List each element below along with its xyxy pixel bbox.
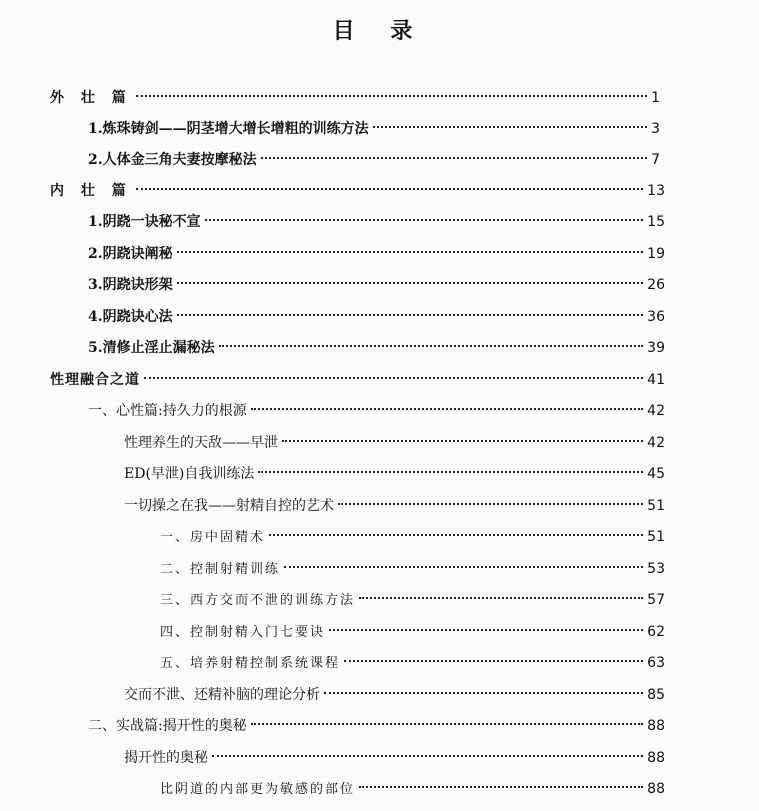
toc-page-number: 7 bbox=[651, 152, 660, 168]
toc-entry bbox=[124, 683, 665, 707]
dot-leader bbox=[136, 95, 647, 97]
toc-page-number: 45 bbox=[647, 466, 665, 482]
toc-page-number: 62 bbox=[647, 624, 665, 640]
toc-entry-label: 比阴道的内部更为敏感的部位 bbox=[160, 782, 356, 797]
toc-entry-label: ED(早泄)自我训练法 bbox=[124, 466, 255, 482]
dot-leader bbox=[136, 188, 643, 190]
toc-entry-label: 外 壮 篇 bbox=[50, 90, 132, 106]
toc-entry-label: 3.阴跷诀形架 bbox=[88, 277, 173, 293]
toc-entry bbox=[88, 399, 665, 423]
toc-entry-label: 二、控制射精训练 bbox=[160, 562, 281, 577]
toc-entry bbox=[88, 273, 665, 297]
dot-leader bbox=[269, 534, 643, 536]
dot-leader bbox=[261, 157, 647, 159]
dot-leader bbox=[338, 503, 643, 505]
toc-entry bbox=[50, 368, 665, 392]
toc-entry bbox=[88, 148, 660, 172]
toc-entry bbox=[124, 746, 665, 770]
toc-entry bbox=[88, 210, 665, 234]
toc-page-number: 53 bbox=[647, 561, 665, 577]
dot-leader bbox=[177, 282, 644, 284]
toc-entry bbox=[160, 620, 665, 644]
toc-entry bbox=[88, 336, 665, 360]
dot-leader bbox=[258, 471, 643, 473]
dot-leader bbox=[212, 755, 643, 757]
toc-page-number: 1 bbox=[651, 90, 660, 106]
toc-entry-label: 四、控制射精入门七要诀 bbox=[160, 625, 326, 640]
toc-entry bbox=[50, 179, 665, 203]
toc-page-number: 42 bbox=[647, 435, 665, 451]
toc-entry bbox=[88, 305, 665, 329]
dot-leader bbox=[373, 126, 647, 128]
toc-entry bbox=[88, 117, 660, 141]
toc-entry-label: 4.阴跷诀心法 bbox=[88, 309, 173, 325]
toc-entry-label: 揭开性的奥秘 bbox=[124, 750, 208, 766]
dot-leader bbox=[205, 219, 644, 221]
toc-entry bbox=[88, 714, 665, 738]
toc-entry bbox=[160, 557, 665, 581]
toc-page-number: 88 bbox=[647, 750, 665, 766]
dot-leader bbox=[324, 692, 643, 694]
toc-entry-label: 2.阴跷诀阐秘 bbox=[88, 246, 173, 262]
toc-entry-label: 二、实战篇:揭开性的奥秘 bbox=[88, 718, 247, 734]
toc-page-number: 3 bbox=[651, 121, 660, 137]
toc-page-number: 51 bbox=[647, 498, 665, 514]
toc-page-number: 88 bbox=[647, 718, 665, 734]
toc-page-number: 39 bbox=[647, 340, 665, 356]
dot-leader bbox=[329, 629, 643, 631]
toc-page-number: 13 bbox=[647, 183, 665, 199]
dot-leader bbox=[177, 251, 644, 253]
toc-page-number: 63 bbox=[647, 655, 665, 671]
toc-page-number: 15 bbox=[647, 214, 665, 230]
toc-entry-label: 三、西方交而不泄的训练方法 bbox=[160, 593, 356, 608]
toc-entry-label: 交而不泄、还精补脑的理论分析 bbox=[124, 687, 320, 703]
toc-entry-label: 一、房中固精术 bbox=[160, 530, 266, 545]
toc-entry bbox=[124, 462, 665, 486]
dot-leader bbox=[251, 723, 643, 725]
toc-page-number: 42 bbox=[647, 403, 665, 419]
toc-entry bbox=[124, 494, 665, 518]
dot-leader bbox=[344, 660, 643, 662]
toc-page-number: 85 bbox=[647, 687, 665, 703]
toc-page-number: 88 bbox=[647, 781, 665, 797]
toc-entry-label: 1.炼珠铸剑——阴茎增大增长增粗的训练方法 bbox=[88, 121, 369, 137]
toc-entry-label: 性理养生的天敌——早泄 bbox=[124, 435, 278, 451]
toc-page-number: 36 bbox=[647, 309, 665, 325]
toc-entry-label: 一切操之在我——射精自控的艺术 bbox=[124, 498, 334, 514]
toc-entry bbox=[124, 431, 665, 455]
toc-entry bbox=[160, 651, 665, 675]
toc-entry-label: 5.清修止淫止漏秘法 bbox=[88, 340, 215, 356]
dot-leader bbox=[359, 786, 643, 788]
dot-leader bbox=[177, 314, 644, 316]
toc-page-number: 51 bbox=[647, 529, 665, 545]
toc-entry-label: 2.人体金三角夫妻按摩秘法 bbox=[88, 152, 257, 168]
toc-entry bbox=[160, 777, 665, 801]
dot-leader bbox=[219, 345, 644, 347]
toc-page-number: 19 bbox=[647, 246, 665, 262]
toc-entry-label: 五、培养射精控制系统课程 bbox=[160, 656, 341, 671]
toc-page-number: 26 bbox=[647, 277, 665, 293]
dot-leader bbox=[282, 440, 643, 442]
toc-entry-label: 一、心性篇:持久力的根源 bbox=[88, 403, 247, 419]
toc-entry bbox=[160, 588, 665, 612]
toc-page-number: 57 bbox=[647, 592, 665, 608]
toc-entry-label: 性理融合之道 bbox=[50, 372, 140, 388]
dot-leader bbox=[251, 408, 643, 410]
dot-leader bbox=[359, 597, 643, 599]
dot-leader bbox=[144, 377, 643, 379]
toc-entry bbox=[88, 242, 665, 266]
toc-entry bbox=[160, 525, 665, 549]
toc-entry-label: 1.阴跷一诀秘不宣 bbox=[88, 214, 201, 230]
toc-entry bbox=[50, 86, 660, 110]
toc-page-number: 41 bbox=[647, 372, 665, 388]
toc-entry-label: 内 壮 篇 bbox=[50, 183, 132, 199]
page-title: 目 录 bbox=[332, 18, 427, 44]
dot-leader bbox=[284, 566, 643, 568]
